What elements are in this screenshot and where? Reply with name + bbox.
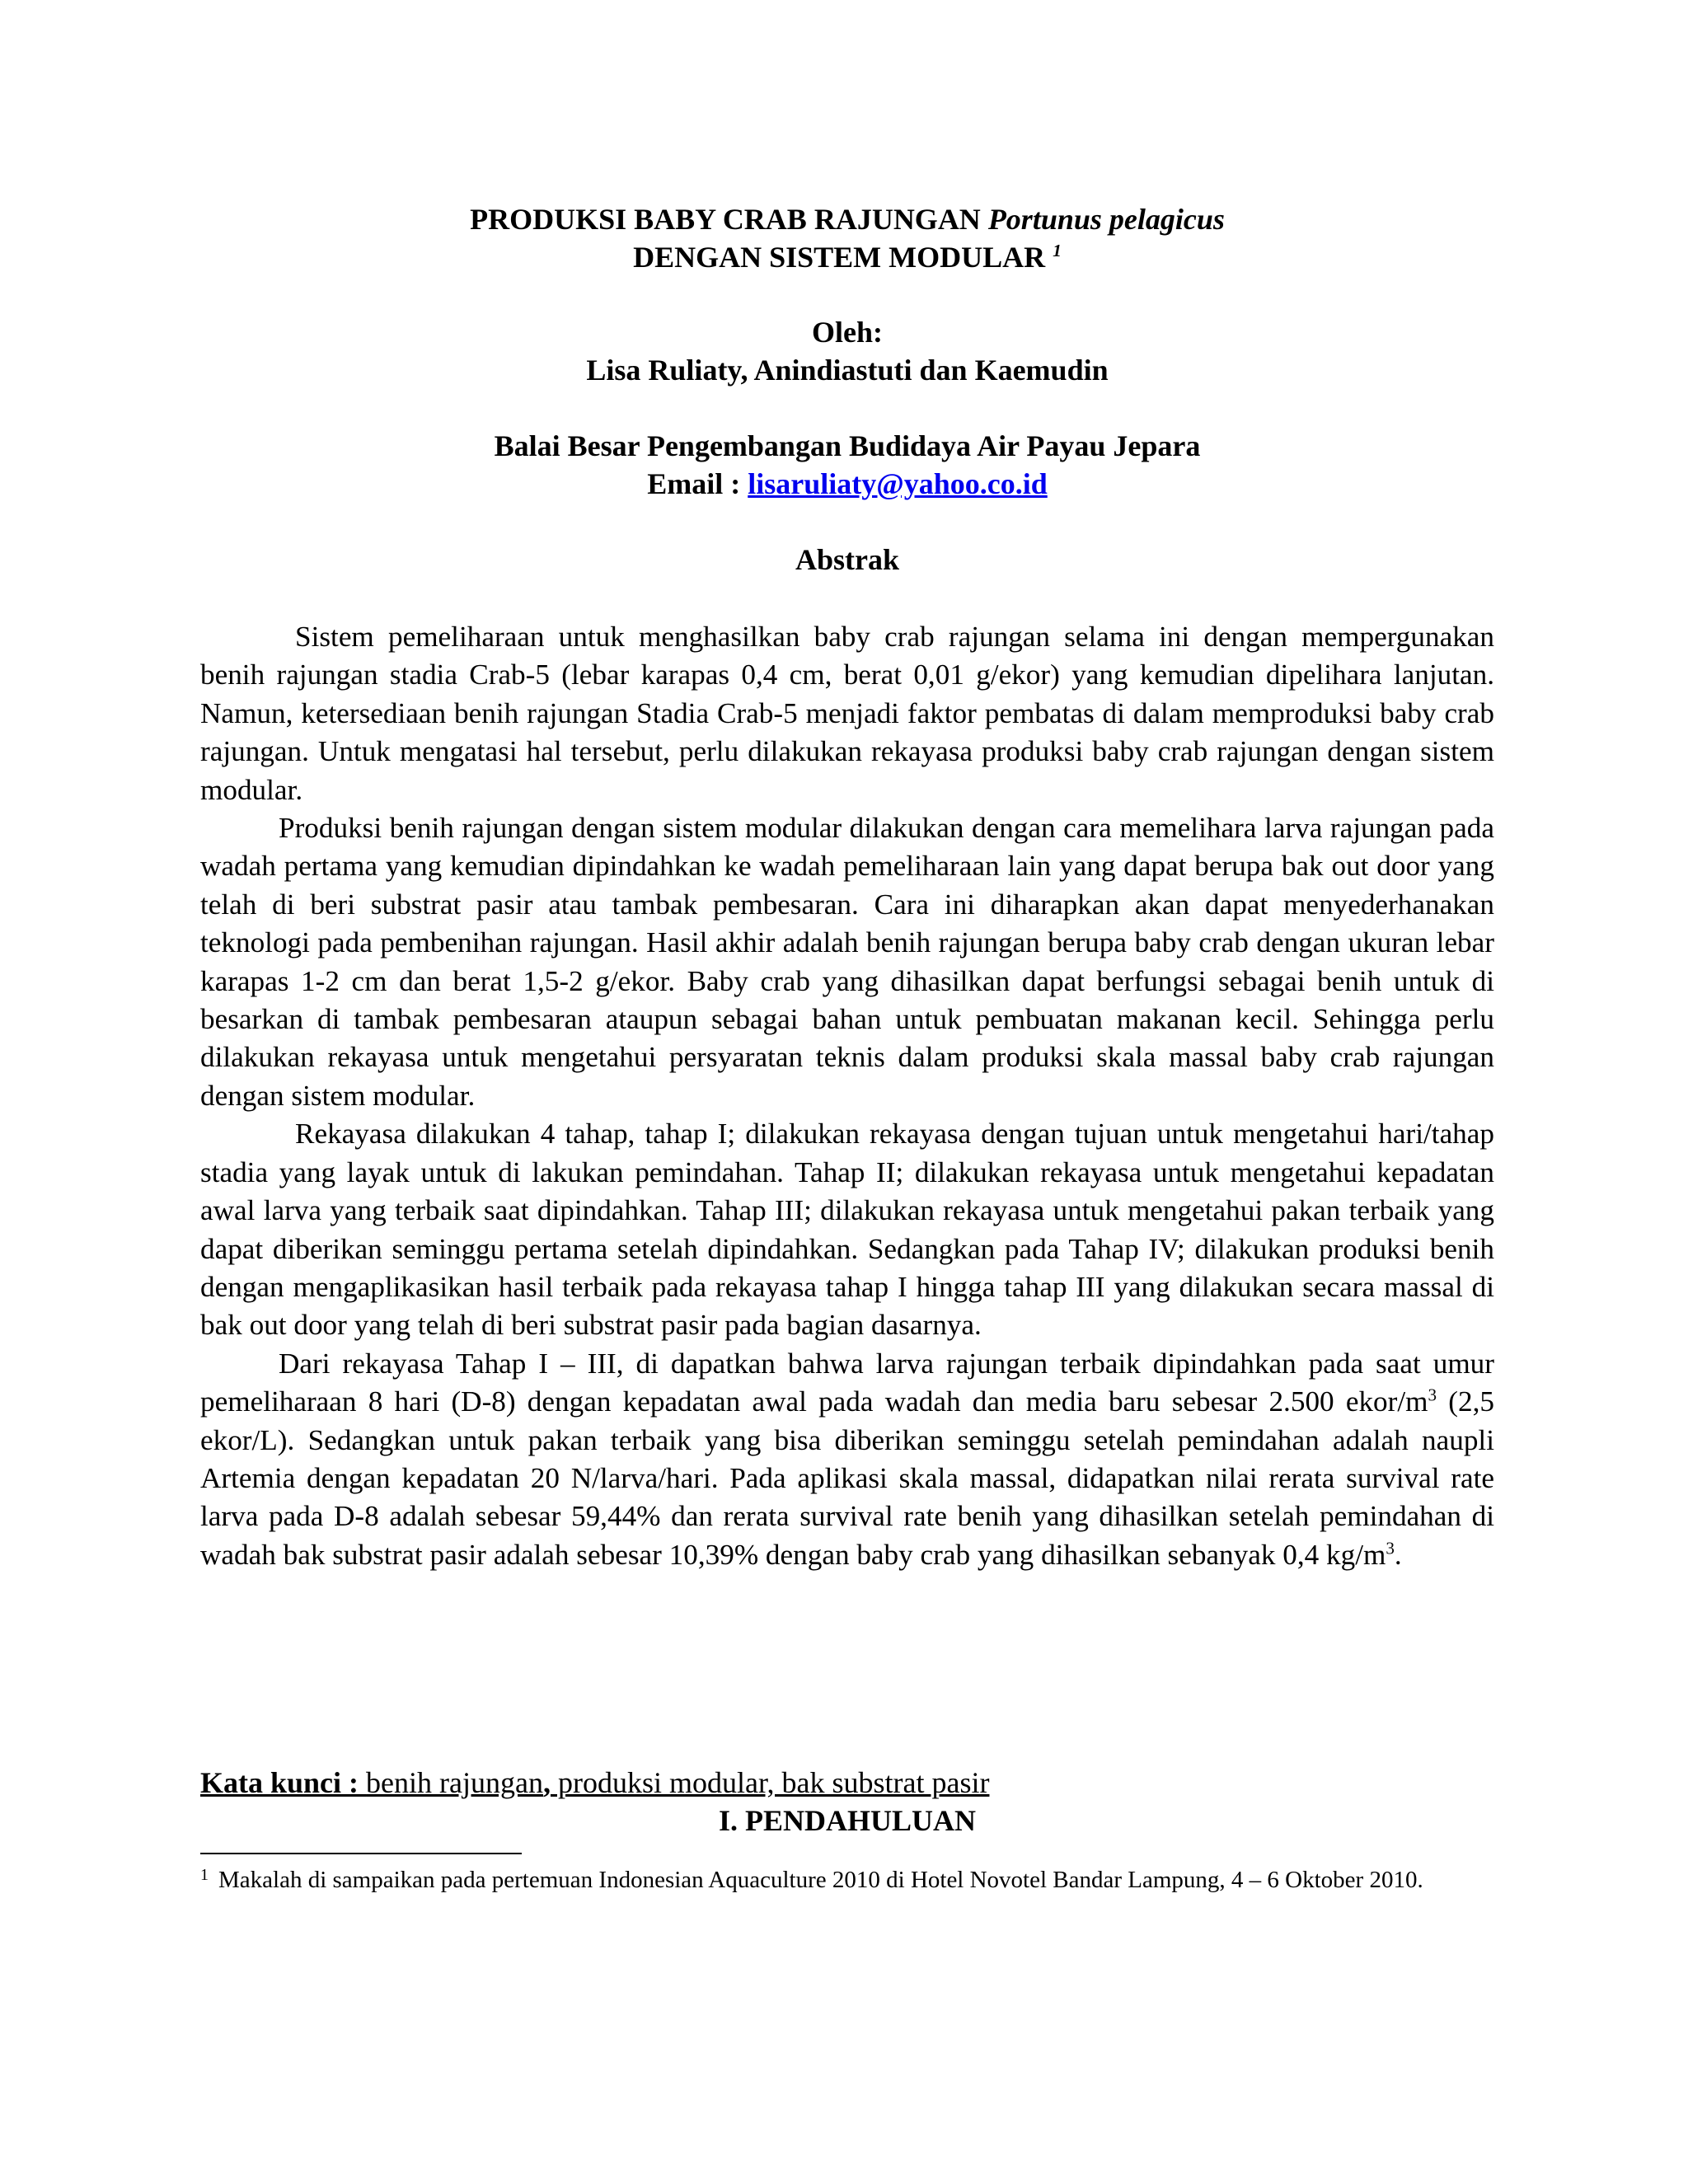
footnote-text: Makalah di sampaikan pada pertemuan Indonesian Aquaculture 2010 di Hotel Novotel Bandar Lampung, 4 – 6 Oktober 2010. [218,1867,1423,1893]
keywords-text-b: produksi modular, bak substrat pasir [550,1766,990,1799]
species-name: Portunus pelagicus [987,203,1225,236]
affiliation-block [200,427,1494,503]
keywords-line [200,1764,1494,1802]
email-label: Email : [647,467,748,500]
superscript-3: 3 [1428,1385,1437,1405]
abstract-paragraph-1: Sistem pemeliharaan untuk menghasilkan baby crab rajungan selama ini dengan mempergunakan benih rajungan stadia Crab-5 (lebar karapas 0,4 cm, berat 0,01 g/ekor) yang kemudian dipelihara lanjutan. Namun, ketersediaan benih rajungan Stadia Crab-5 menjadi faktor pembatas di dalam memproduksi baby crab rajungan. Untuk mengatasi hal tersebut, perlu dilakukan rekayasa produksi baby crab rajungan dengan sistem modular. [200,621,1494,806]
footnote-mark: 1 [200,1866,209,1884]
section-heading: I. PENDAHULUAN [718,1804,976,1837]
title-line-2 [200,238,1494,276]
institution-name: Balai Besar Pengembangan Budidaya Air Payau Jepara [494,429,1201,462]
title-line-2-text: DENGAN SISTEM MODULAR [633,241,1053,274]
abstract-paragraph-4-part-a: Dari rekayasa Tahap I – III, di dapatkan bahwa larva rajungan terbaik dipindahkan pada saat umur pemeliharaan 8 hari (D-8) dengan kepadatan awal pada wadah dan media baru sebesar 2.500 ekor/m [200,1347,1494,1418]
abstract-body [200,618,1494,1574]
keywords-label: Kata kunci : [200,1766,367,1799]
by-label: Oleh: [812,316,883,349]
footnote-separator [200,1853,522,1854]
title-line-1 [200,200,1494,238]
email-line [200,465,1494,503]
title-main: PRODUKSI BABY CRAB RAJUNGAN [470,203,988,236]
keywords-comma: , [542,1766,551,1799]
abstract-heading: Abstrak [795,543,900,576]
abstract-paragraph-4 [200,1345,1494,1574]
email-link[interactable]: lisaruliaty@yahoo.co.id [748,467,1048,500]
superscript-3b: 3 [1386,1538,1395,1558]
author-block [200,313,1494,389]
author-names: Lisa Ruliaty, Anindiastuti dan Kaemudin [586,354,1109,387]
title-footnote-ref: 1 [1053,241,1062,260]
keywords-text-a: benih rajungan [366,1766,543,1799]
paper-title [200,200,1494,276]
abstract-paragraph-3: Rekayasa dilakukan 4 tahap, tahap I; dilakukan rekayasa dengan tujuan untuk mengetahui hari/tahap stadia yang layak untuk di lakukan pemindahan. Tahap II; dilakukan rekayasa untuk mengetahui kepadatan awal larva yang terbaik saat dipindahkan. Tahap III; dilakukan rekayasa untuk mengetahui pakan terbaik yang dapat diberikan seminggu pertama setelah dipindahkan. Sedangkan pada Tahap IV; dilakukan produksi benih dengan mengaplikasikan hasil terbaik pada rekayasa tahap I hingga tahap III yang dilakukan secara massal di bak out door yang telah di beri substrat pasir pada bagian dasarnya. [200,1118,1494,1342]
footnote [200,1864,1494,1896]
abstract-paragraph-4-part-b: (2,5 ekor/L). Sedangkan untuk pakan terbaik yang bisa diberikan seminggu setelah pemindahan adalah naupli Artemia dengan kepadatan 20 N/larva/hari. Pada aplikasi skala massal, didapatkan nilai rerata survival rate larva pada D-8 adalah sebesar 59,44% dan rerata survival rate benih yang dihasilkan setelah pemindahan di wadah bak substrat pasir adalah sebesar 10,39% dengan baby crab yang dihasilkan sebanyak 0,4 kg/m [200,1385,1494,1571]
abstract-paragraph-2: Produksi benih rajungan dengan sistem modular dilakukan dengan cara memelihara larva rajungan pada wadah pertama yang kemudian dipindahkan ke wadah pemeliharaan lain yang dapat berupa bak out door yang telah di beri substrat pasir atau tambak pembesaran. Cara ini diharapkan akan dapat menyederhanakan teknologi pada pembenihan rajungan. Hasil akhir adalah benih rajungan berupa baby crab dengan ukuran lebar karapas 1-2 cm dan berat 1,5-2 g/ekor. Baby crab yang dihasilkan dapat berfungsi sebagai benih untuk di besarkan di tambak pembesaran ataupun sebagai bahan untuk pembuatan makanan kecil. Sehingga perlu dilakukan rekayasa untuk mengetahui persyaratan teknis dalam produksi skala massal baby crab rajungan dengan sistem modular. [200,812,1494,1112]
abstract-paragraph-4-end: . [1394,1538,1402,1571]
